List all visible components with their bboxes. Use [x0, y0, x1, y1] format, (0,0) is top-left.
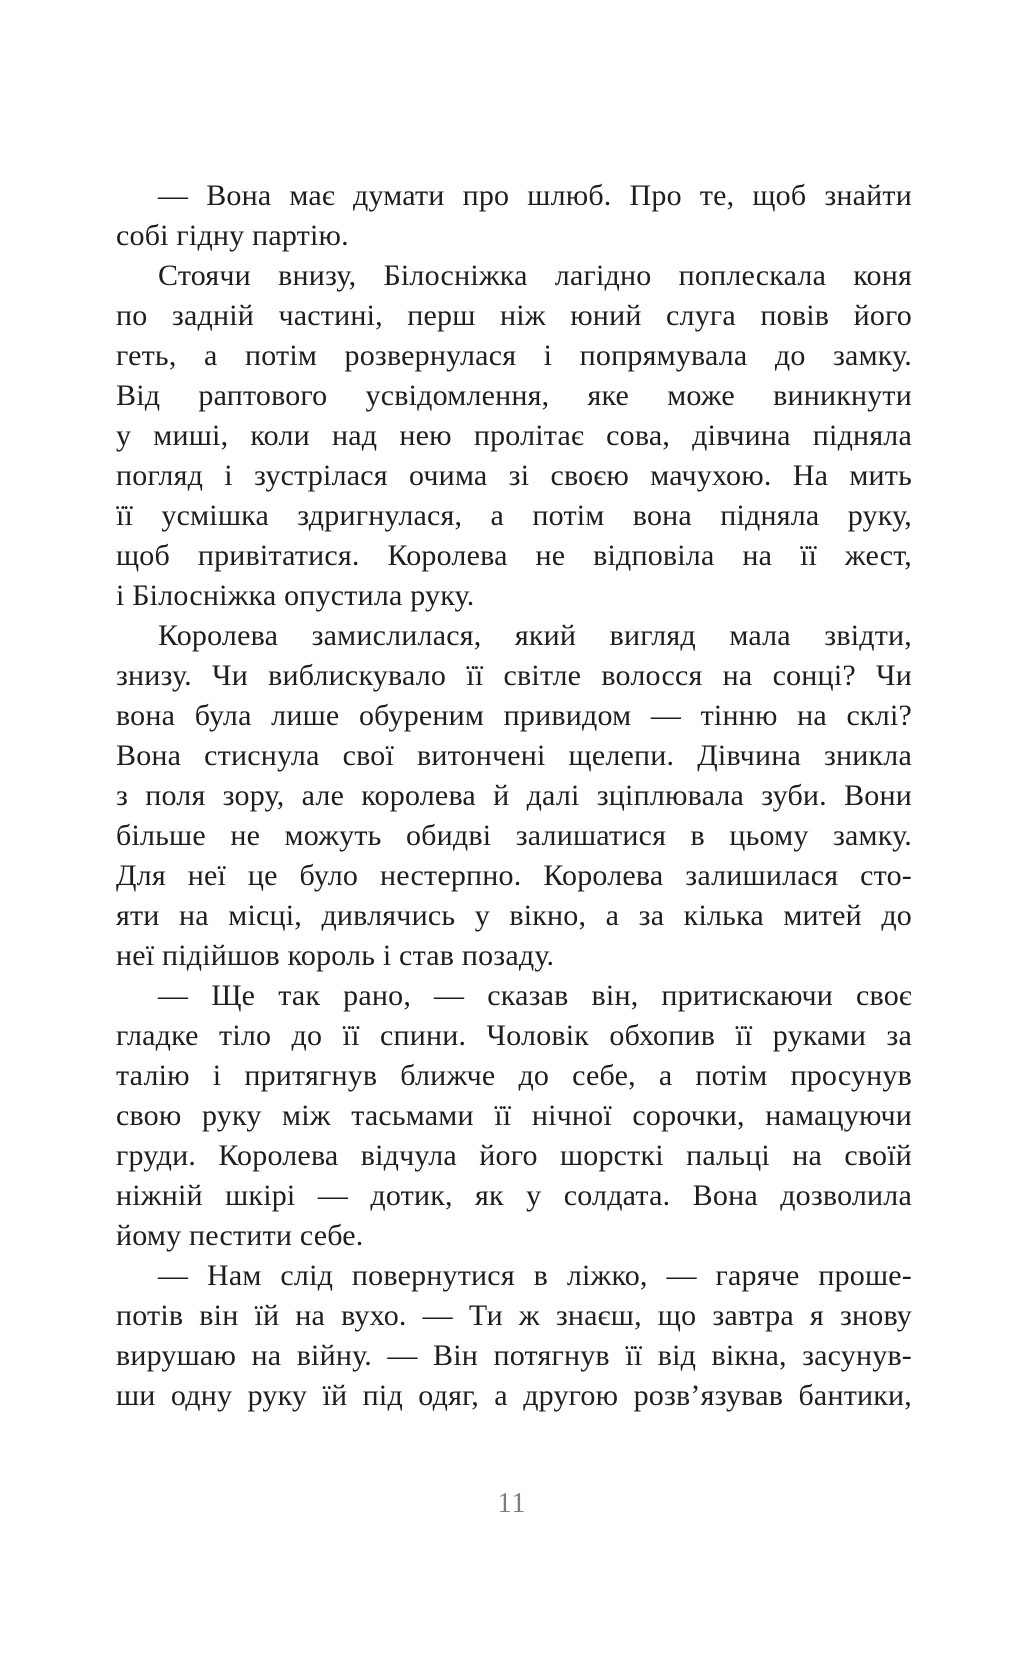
text-line: свою руку між тасьмами її нічної сорочки, намацуючи [116, 1099, 912, 1132]
text-line: Від раптового усвідомлення, яке може виникнути [116, 379, 912, 412]
text-line: по задній частині, перш ніж юний слуга повів його [116, 299, 912, 332]
text-line: її усмішка здригнулася, а потім вона підняла руку, [116, 499, 912, 532]
text-line: з поля зору, але королева й далі зціплювала зуби. Вони [116, 779, 912, 812]
text-line: талію і притягнув ближче до себе, а потім просунув [116, 1059, 912, 1092]
text-line: вирушаю на війну. — Він потягнув її від вікна, засунув- [116, 1339, 912, 1372]
text-line: погляд і зустрілася очима зі своєю мачухою. На мить [116, 459, 912, 492]
text-line: груди. Королева відчула його шорсткі пальці на своїй [116, 1139, 912, 1172]
text-line: Для неї це було нестерпно. Королева залишилася сто- [116, 859, 912, 892]
text-line: яти на місці, дивлячись у вікно, а за кілька митей до [116, 899, 912, 932]
text-line: вона була лише обуреним привидом — тінню на склі? [116, 699, 912, 732]
text-line: ніжній шкірі — дотик, як у солдата. Вона дозволила [116, 1179, 912, 1212]
text-line: Стоячи внизу, Білосніжка лагідно поплескала коня [158, 259, 912, 292]
text-line: собі гідну партію. [116, 219, 349, 252]
text-line: йому пестити себе. [116, 1219, 364, 1252]
text-line: потів він їй на вухо. — Ти ж знаєш, що завтра я знову [116, 1299, 912, 1332]
text-line: Вона стиснула свої витончені щелепи. Дівчина зникла [116, 739, 912, 772]
text-line: гладке тіло до її спини. Чоловік обхопив її руками за [116, 1019, 912, 1052]
text-line: Королева замислилася, який вигляд мала звідти, [158, 619, 912, 652]
text-line: — Вона має думати про шлюб. Про те, щоб знайти [158, 179, 912, 212]
text-line: — Нам слід повернутися в ліжко, — гаряче проше- [158, 1259, 912, 1292]
text-line: — Ще так рано, — сказав він, притискаючи своє [158, 979, 912, 1012]
page-text-block [116, 176, 912, 1416]
text-line: неї підійшов король і став позаду. [116, 939, 555, 972]
text-line: більше не можуть обидві залишатися в цьому замку. [116, 819, 912, 852]
text-line: щоб привітатися. Королева не відповіла на її жест, [116, 539, 912, 572]
text-line: у миші, коли над нею пролітає сова, дівчина підняла [116, 419, 912, 452]
text-line: ши одну руку їй під одяг, а другою розв’язував бантики, [116, 1379, 912, 1412]
text-line: знизу. Чи виблискувало її світле волосся на сонці? Чи [116, 659, 912, 692]
text-line: геть, а потім розвернулася і попрямувала до замку. [116, 339, 912, 372]
text-line: і Білосніжка опустила руку. [116, 579, 475, 612]
page-number: 11 [497, 1488, 527, 1519]
